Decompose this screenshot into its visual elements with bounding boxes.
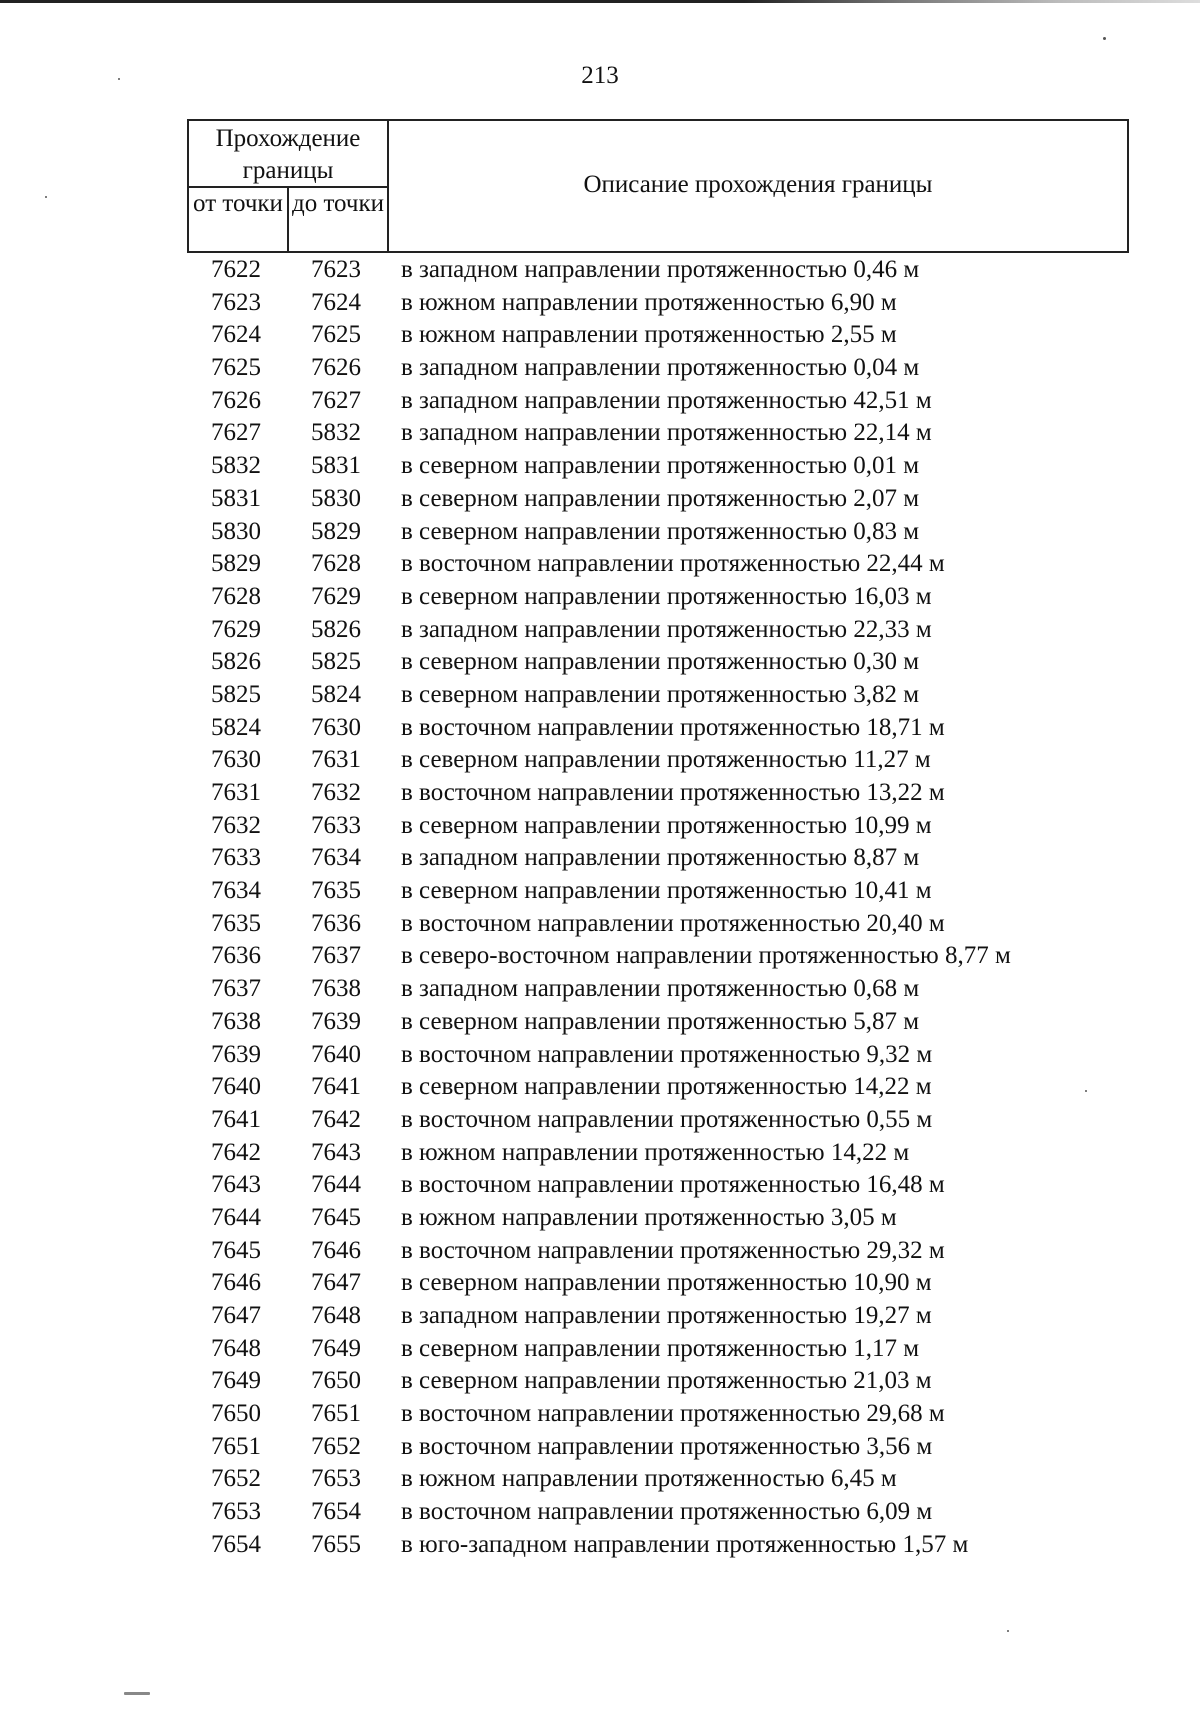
- description-cell: в северном направлении протяженностью 5,87 м: [401, 1007, 920, 1035]
- to-point-cell: 7629: [311, 582, 361, 610]
- description-cell: в восточном направлении протяженностью 0,55 м: [401, 1105, 933, 1133]
- description-cell: в северном направлении протяженностью 14,22 м: [401, 1073, 932, 1101]
- header-to-point: до точки: [291, 190, 385, 217]
- description-cell: в восточном направлении протяженностью 18,71 м: [401, 713, 945, 741]
- description-cell: в восточном направлении протяженностью 6,09 м: [401, 1498, 933, 1526]
- table-row: [187, 875, 1187, 908]
- description-cell: в западном направлении протяженностью 8,87 м: [401, 844, 920, 872]
- from-point-cell: 7628: [211, 582, 261, 610]
- table-row: [187, 908, 1187, 941]
- table-row: [187, 287, 1187, 320]
- to-point-cell: 7640: [311, 1040, 361, 1068]
- to-point-cell: 7633: [311, 811, 361, 839]
- table-row: [187, 450, 1187, 483]
- from-point-cell: 7639: [211, 1040, 261, 1068]
- table-row: [187, 1496, 1187, 1529]
- description-cell: в западном направлении протяженностью 22,14 м: [401, 419, 932, 447]
- table-row: [187, 548, 1187, 581]
- description-cell: в западном направлении протяженностью 19,27 м: [401, 1302, 932, 1329]
- from-point-cell: 7633: [211, 844, 261, 872]
- table-row: [187, 352, 1187, 385]
- table-row: [187, 483, 1187, 516]
- table-row: [187, 614, 1187, 647]
- description-cell: в западном направлении протяженностью 22,33 м: [401, 615, 932, 643]
- to-point-cell: 5832: [311, 419, 361, 447]
- to-point-cell: 7639: [311, 1007, 361, 1035]
- to-point-cell: 7644: [311, 1171, 361, 1199]
- description-cell: в восточном направлении протяженностью 9,32 м: [401, 1040, 933, 1068]
- table-row: [187, 646, 1187, 679]
- table-row: [187, 679, 1187, 712]
- to-point-cell: 7646: [311, 1236, 361, 1264]
- to-point-cell: 7649: [311, 1334, 361, 1362]
- to-point-cell: 7650: [311, 1367, 361, 1395]
- from-point-cell: 5826: [211, 648, 261, 676]
- description-cell: в южном направлении протяженностью 6,90 м: [401, 288, 897, 316]
- table-row: [187, 1365, 1187, 1398]
- table-row: [187, 1039, 1187, 1072]
- header-from-point: от точки: [193, 190, 283, 217]
- table-row: [187, 385, 1187, 418]
- from-point-cell: 7645: [211, 1236, 261, 1264]
- scan-speck: [118, 78, 120, 80]
- to-point-cell: 7641: [311, 1073, 361, 1101]
- from-point-cell: 7640: [211, 1073, 261, 1101]
- from-point-cell: 7631: [211, 779, 261, 806]
- from-point-cell: 7652: [211, 1465, 261, 1493]
- table-row: [187, 1202, 1187, 1235]
- to-point-cell: 7632: [311, 779, 361, 806]
- description-cell: в южном направлении протяженностью 14,22 м: [401, 1138, 910, 1166]
- from-point-cell: 7648: [211, 1334, 261, 1362]
- description-cell: в западном направлении протяженностью 42,51 м: [401, 386, 932, 414]
- to-point-cell: 5824: [311, 680, 361, 708]
- scan-speck: [124, 1692, 150, 1695]
- from-point-cell: 7653: [211, 1498, 261, 1526]
- from-point-cell: 7650: [211, 1400, 261, 1428]
- from-point-cell: 7641: [211, 1105, 261, 1133]
- from-point-cell: 7626: [211, 386, 261, 414]
- description-cell: в западном направлении протяженностью 0,68 м: [401, 975, 920, 1003]
- table-row: [187, 842, 1187, 875]
- description-cell: в северном направлении протяженностью 0,83 м: [401, 517, 920, 545]
- from-point-cell: 7651: [211, 1432, 261, 1460]
- description-cell: в западном направлении протяженностью 0,46 м: [401, 256, 920, 283]
- description-cell: в западном направлении протяженностью 0,04 м: [401, 354, 920, 382]
- description-cell: в северном направлении протяженностью 0,01 м: [401, 452, 920, 480]
- page-number: 213: [581, 62, 619, 89]
- description-cell: в восточном направлении протяженностью 20,40 м: [401, 909, 945, 937]
- table-row: [187, 319, 1187, 352]
- table-row: [187, 1006, 1187, 1039]
- from-point-cell: 7646: [211, 1269, 261, 1297]
- table-row: [187, 712, 1187, 745]
- table-body: [187, 254, 1187, 1562]
- description-cell: в восточном направлении протяженностью 16,48 м: [401, 1171, 945, 1199]
- description-cell: в северном направлении протяженностью 10,41 м: [401, 877, 932, 905]
- from-point-cell: 7629: [211, 615, 261, 643]
- from-point-cell: 7624: [211, 321, 261, 349]
- table-row: [187, 1463, 1187, 1496]
- description-cell: в южном направлении протяженностью 3,05 м: [401, 1203, 897, 1231]
- to-point-cell: 7652: [311, 1432, 361, 1460]
- from-point-cell: 7622: [211, 256, 261, 283]
- to-point-cell: 7623: [311, 256, 361, 283]
- from-point-cell: 7647: [211, 1302, 261, 1329]
- description-cell: в северном направлении протяженностью 3,82 м: [401, 680, 920, 708]
- table-row: [187, 1235, 1187, 1268]
- description-cell: в южном направлении протяженностью 6,45 м: [401, 1465, 897, 1493]
- to-point-cell: 5831: [311, 452, 361, 480]
- to-point-cell: 5829: [311, 517, 361, 545]
- table-row: [187, 417, 1187, 450]
- table-row: [187, 1104, 1187, 1137]
- from-point-cell: 7635: [211, 909, 261, 937]
- table-row: [187, 254, 1187, 287]
- description-cell: в северном направлении протяженностью 21,03 м: [401, 1367, 932, 1395]
- from-point-cell: 7627: [211, 419, 261, 447]
- table-row: [187, 1300, 1187, 1333]
- to-point-cell: 7634: [311, 844, 361, 872]
- from-point-cell: 5831: [211, 484, 261, 512]
- from-point-cell: 7644: [211, 1203, 261, 1231]
- to-point-cell: 7647: [311, 1269, 361, 1297]
- scan-speck: [1103, 37, 1106, 40]
- to-point-cell: 7636: [311, 909, 361, 937]
- from-point-cell: 7623: [211, 288, 261, 316]
- to-point-cell: 7624: [311, 288, 361, 316]
- to-point-cell: 7642: [311, 1105, 361, 1133]
- from-point-cell: 7643: [211, 1171, 261, 1199]
- from-point-cell: 7625: [211, 354, 261, 382]
- description-cell: в восточном направлении протяженностью 13,22 м: [401, 779, 945, 806]
- description-cell: в северном направлении протяженностью 2,07 м: [401, 484, 920, 512]
- to-point-cell: 7638: [311, 975, 361, 1003]
- from-point-cell: 5824: [211, 713, 261, 741]
- from-point-cell: 7636: [211, 942, 261, 970]
- table-row: [187, 1333, 1187, 1366]
- to-point-cell: 7630: [311, 713, 361, 741]
- table-row: [187, 581, 1187, 614]
- table-row: [187, 1398, 1187, 1431]
- from-point-cell: 7634: [211, 877, 261, 905]
- description-cell: в восточном направлении протяженностью 29,68 м: [401, 1400, 945, 1428]
- from-point-cell: 5832: [211, 452, 261, 480]
- description-cell: в северном направлении протяженностью 11,27 м: [401, 746, 931, 774]
- to-point-cell: 7628: [311, 550, 361, 578]
- from-point-cell: 7649: [211, 1367, 261, 1395]
- description-cell: в восточном направлении протяженностью 22,44 м: [401, 550, 945, 578]
- table-header: [187, 119, 1129, 253]
- to-point-cell: 5825: [311, 648, 361, 676]
- table-row: [187, 1169, 1187, 1202]
- description-cell: в южном направлении протяженностью 2,55 м: [401, 321, 897, 349]
- table-row: [187, 1071, 1187, 1104]
- to-point-cell: 7626: [311, 354, 361, 382]
- table-row: [187, 744, 1187, 777]
- to-point-cell: 7651: [311, 1400, 361, 1428]
- from-point-cell: 5829: [211, 550, 261, 578]
- to-point-cell: 7625: [311, 321, 361, 349]
- table-row: [187, 810, 1187, 843]
- to-point-cell: 5830: [311, 484, 361, 512]
- to-point-cell: 7631: [311, 746, 361, 774]
- table-row: [187, 516, 1187, 549]
- from-point-cell: 7630: [211, 746, 261, 774]
- scan-speck: [45, 196, 47, 198]
- description-cell: в северном направлении протяженностью 1,17 м: [401, 1334, 920, 1362]
- to-point-cell: 7645: [311, 1203, 361, 1231]
- from-point-cell: 7642: [211, 1138, 261, 1166]
- header-description: Описание прохождения границы: [583, 171, 933, 198]
- to-point-cell: 5826: [311, 615, 361, 643]
- table-row: [187, 1529, 1187, 1562]
- from-point-cell: 7632: [211, 811, 261, 839]
- to-point-cell: 7653: [311, 1465, 361, 1493]
- description-cell: в северном направлении протяженностью 16,03 м: [401, 582, 932, 610]
- to-point-cell: 7627: [311, 386, 361, 414]
- description-cell: в северо-восточном направлении протяженностью 8,77 м: [401, 942, 1011, 970]
- scan-speck: [1085, 1090, 1087, 1092]
- from-point-cell: 5830: [211, 517, 261, 545]
- table-row: [187, 1267, 1187, 1300]
- table-row: [187, 940, 1187, 973]
- to-point-cell: 7655: [311, 1530, 361, 1558]
- scan-speck: [1007, 1630, 1009, 1632]
- description-cell: в северном направлении протяженностью 10,99 м: [401, 811, 932, 839]
- to-point-cell: 7648: [311, 1302, 361, 1329]
- table-row: [187, 1431, 1187, 1464]
- description-cell: в северном направлении протяженностью 0,30 м: [401, 648, 920, 676]
- description-cell: в восточном направлении протяженностью 29,32 м: [401, 1236, 945, 1264]
- to-point-cell: 7635: [311, 877, 361, 905]
- description-cell: в восточном направлении протяженностью 3,56 м: [401, 1432, 933, 1460]
- table-row: [187, 1137, 1187, 1170]
- description-cell: в северном направлении протяженностью 10,90 м: [401, 1269, 932, 1297]
- from-point-cell: 7654: [211, 1530, 261, 1558]
- scan-edge-line: [0, 0, 1200, 3]
- to-point-cell: 7654: [311, 1498, 361, 1526]
- to-point-cell: 7643: [311, 1138, 361, 1166]
- description-cell: в юго-западном направлении протяженностью 1,57 м: [401, 1530, 969, 1558]
- from-point-cell: 5825: [211, 680, 261, 708]
- from-point-cell: 7637: [211, 975, 261, 1003]
- to-point-cell: 7637: [311, 942, 361, 970]
- header-boundary-passage: Прохождение границы: [215, 125, 361, 184]
- table-row: [187, 777, 1187, 810]
- from-point-cell: 7638: [211, 1007, 261, 1035]
- table-row: [187, 973, 1187, 1006]
